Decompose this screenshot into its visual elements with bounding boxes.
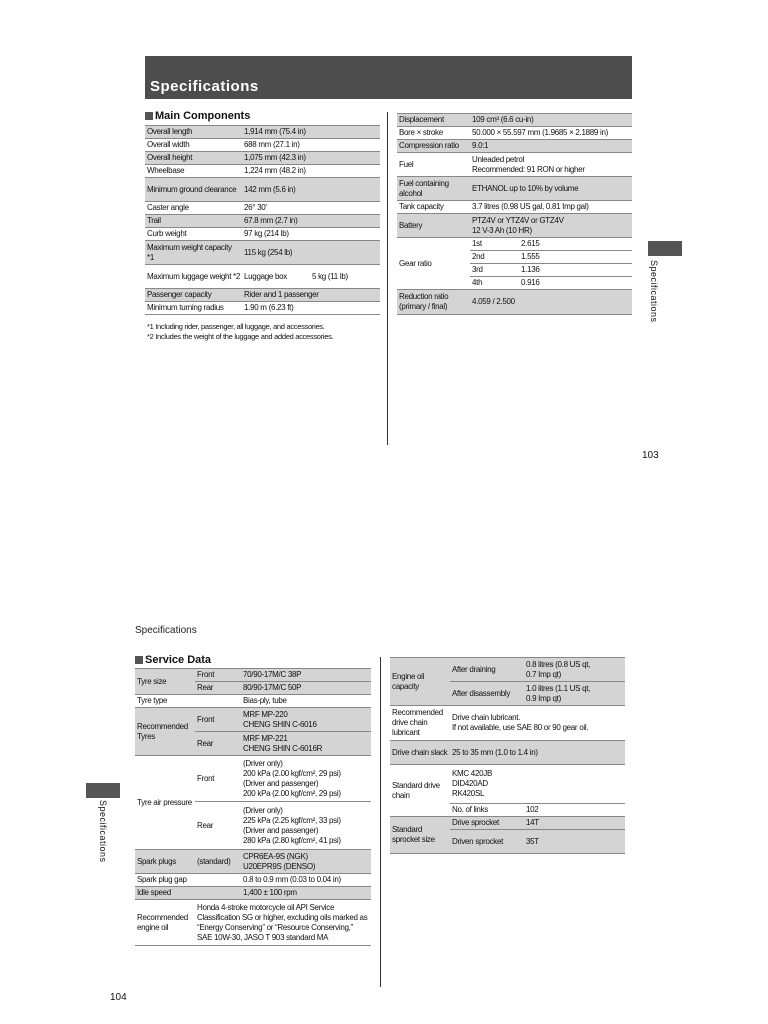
section-title-service-data: Service Data [135, 654, 211, 666]
column-divider [380, 657, 381, 987]
table-row: Compression ratio 9.0:1 [397, 140, 632, 153]
table-row: Tyre size Front 70/90-17M/C 38P [135, 669, 371, 682]
table-row: Recommended engine oil Honda 4-stroke motorcycle oil API Service Classification SG or higher, excluding oils marked as “Energy Conserving” or “Resource Conserving,” SAE 10W-30, JASO T 903 standard MA [135, 900, 371, 946]
table-row: Overall height 1,075 mm (42.3 in) [145, 152, 380, 165]
table-row: Fuel containing alcohol ETHANOL up to 10% by volume [397, 177, 632, 201]
page-number: 103 [642, 450, 659, 461]
section-title-main-components: Main Components [145, 110, 250, 122]
side-tab-marker [86, 783, 120, 798]
table-row: No. of links 102 [390, 804, 625, 817]
square-bullet-icon [135, 656, 143, 664]
table-row: Tyre type Bias-ply, tube [135, 695, 371, 708]
table-row: After disassembly 1.0 litres (1.1 US qt, 0.9 Imp qt) [390, 682, 625, 706]
table-row: Recommended drive chain lubricant Drive chain lubricant. If not available, use SAE 80 or 90 gear oil. [390, 706, 625, 741]
table-row: 3rd 1.136 [397, 264, 632, 277]
column-divider [387, 112, 388, 445]
table-row: Wheelbase 1,224 mm (48.2 in) [145, 165, 380, 178]
table-row: Spark plug gap 0.8 to 0.9 mm (0.03 to 0.04 in) [135, 874, 371, 887]
footnotes: *1 Including rider, passenger, all luggage, and accessories. *2 Includes the weight of the luggage and added accessories. [147, 322, 334, 341]
table-row: Overall width 688 mm (27.1 in) [145, 139, 380, 152]
table-row: Standard drive chain KMC 420JB DID420AD RK420SL [390, 765, 625, 804]
table-row: Battery PTZ4V or YTZ4V or GTZ4V 12 V-3 Ah (10 HR) [397, 214, 632, 238]
page-header-bar [145, 56, 632, 99]
table-row: Overall length 1,914 mm (75.4 in) [145, 126, 380, 139]
side-tab-marker [648, 241, 682, 256]
table-row: Displacement 109 cm³ (6.6 cu-in) [397, 114, 632, 127]
service-data-table [135, 668, 371, 946]
table-row: Rear MRF MP-221 CHENG SHIN C-6016R [135, 732, 371, 756]
table-row: Maximum weight capacity *1 115 kg (254 lb) [145, 241, 380, 265]
main-components-table [145, 125, 380, 315]
table-row: Engine oil capacity After draining 0.8 litres (0.8 US qt, 0.7 Imp qt) [390, 658, 625, 682]
table-row: Bore × stroke 50.000 × 55.597 mm (1.9685 × 2.1889 in) [397, 127, 632, 140]
table-row: Fuel Unleaded petrol Recommended: 91 RON or higher [397, 153, 632, 177]
table-row: Idle speed 1,400 ± 100 rpm [135, 887, 371, 900]
table-row: Trail 67.8 mm (2.7 in) [145, 215, 380, 228]
table-row: Recommended Tyres Front MRF MP-220 CHENG SHIN C-6016 [135, 708, 371, 732]
table-row: Rear (Driver only) 225 kPa (2.25 kgf/cm², 33 psi) (Driver and passenger) 280 kPa (2.80 kgf/cm², 41 psi) [135, 802, 371, 850]
running-head: Specifications [135, 625, 197, 636]
table-row: Drive chain slack 25 to 35 mm (1.0 to 1.4 in) [390, 741, 625, 765]
table-row: Rear 80/90-17M/C 50P [135, 682, 371, 695]
table-row: Maximum luggage weight *2 Luggage box 5 kg (11 lb) [145, 265, 380, 289]
side-tab-label: Specifications [98, 800, 108, 863]
side-tab-label: Specifications [649, 260, 659, 323]
drive-chain-table [390, 657, 625, 854]
table-row: 2nd 1.555 [397, 251, 632, 264]
table-row: Minimum ground clearance 142 mm (5.6 in) [145, 178, 380, 202]
table-row: Spark plugs (standard) CPR6EA-9S (NGK) U20EPR9S (DENSO) [135, 850, 371, 874]
table-row: Tank capacity 3.7 litres (0.98 US gal, 0.81 Imp gal) [397, 201, 632, 214]
table-row: Curb weight 97 kg (214 lb) [145, 228, 380, 241]
table-row: Standard sprocket size Drive sprocket 14T [390, 817, 625, 830]
table-row: Tyre air pressure Front (Driver only) 200 kPa (2.00 kgf/cm², 29 psi) (Driver and passenger) 200 kPa (2.00 kgf/cm², 29 psi) [135, 756, 371, 802]
table-row: Caster angle 26° 30′ [145, 202, 380, 215]
page-title: Specifications [150, 78, 259, 95]
table-row: Gear ratio 1st 2.615 [397, 238, 632, 251]
table-row: 4th 0.916 [397, 277, 632, 290]
engine-spec-table [397, 113, 632, 315]
square-bullet-icon [145, 112, 153, 120]
page-number: 104 [110, 992, 127, 1003]
table-row: Passenger capacity Rider and 1 passenger [145, 289, 380, 302]
table-row: Driven sprocket 35T [390, 830, 625, 854]
table-row: Minimum turning radius 1.90 m (6.23 ft) [145, 302, 380, 315]
table-row: Reduction ratio (primary / final) 4.059 / 2.500 [397, 290, 632, 315]
